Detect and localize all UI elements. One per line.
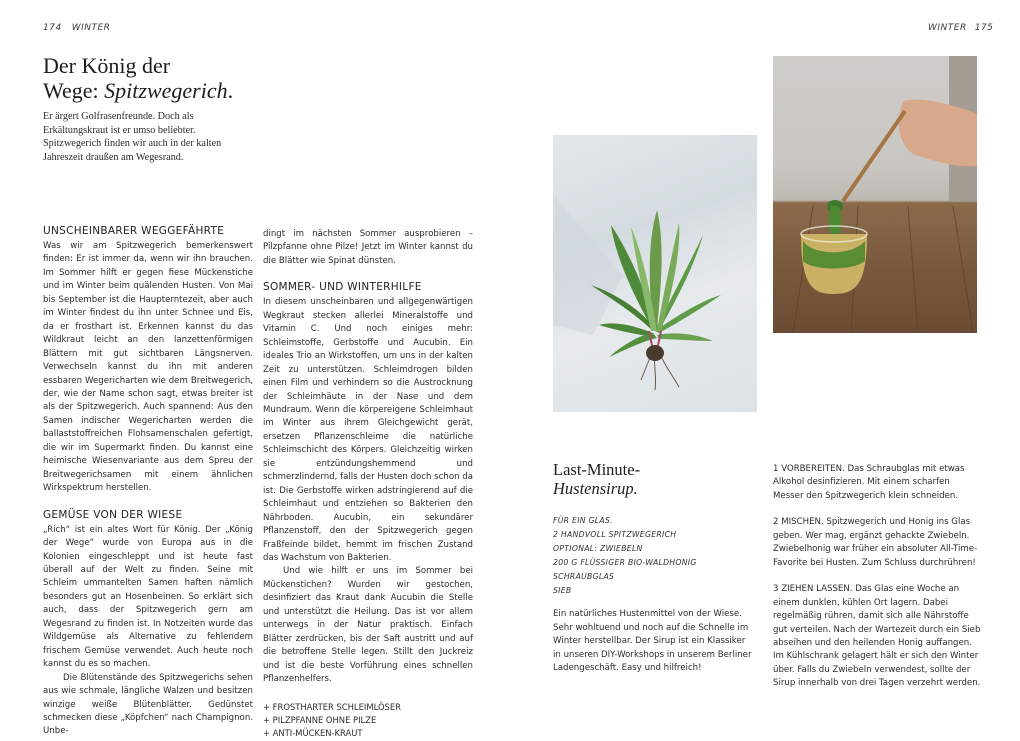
body-paragraph: In diesem unscheinbaren und allgegenwärtigen Wegkraut stecken allerlei Mineralstoffe und Vitamin C. Und noch einiges mehr: Schleimstoffe, Gerbstoffe und Aucubin. Ein ideales Trio an Wirkstoffen, um uns in der kalten Zeit zu unterstützen. Schleimdrogen bilden einen Film und verhindern so die Austrocknung der Schleimhäute in der Nase und dem Mundraum. Wenn die körpereigene Schleimhaut im Winter aus ihrem Gleichgewicht gerät, ersetzen Pflanzenschleime die natürliche Schleimschicht des Körpers. Gleichzeitig wirken sie entzündungshemmend und schmerzlindernd, falls der Husten doch schon da ist. Die Gerbstoffe wirken adstringierend auf die Schleimhaut und entziehen so Bakterien den Nährboden. Aucubin, ein sekundärer Pflanzenstoff, den der Spitzwegerich gegen Fraßfeinde bildet, hemmt im frischen Zustand das Wachstum von Bakterien. <box>263 297 473 563</box>
section-heading: SOMMER- UND WINTERHILFE <box>263 281 422 294</box>
right-page-folio <box>928 23 993 33</box>
ingredient: OPTIONAL: ZWIEBELN <box>553 544 643 554</box>
recipe-title-line-1: Last-Minute- <box>553 460 641 479</box>
section-heading: GEMÜSE VON DER WIESE <box>43 508 183 521</box>
syrup-jar-illustration <box>773 56 977 333</box>
section-label: WINTER <box>71 23 111 33</box>
plantain-plant-illustration <box>553 135 757 412</box>
left-page-folio <box>43 23 120 33</box>
key-points-list <box>263 701 473 741</box>
article-title <box>43 53 233 103</box>
key-point: + PILZPFANNE OHNE PILZE <box>263 714 377 725</box>
key-point: + FROSTHARTER SCHLEIMLÖSER <box>263 701 401 712</box>
recipe-title-line-2: Hustensirup. <box>553 479 638 498</box>
section-heading: UNSCHEINBARER WEGGEFÄHRTE <box>43 225 225 237</box>
body-paragraph: dingt im nächsten Sommer ausprobieren – Pilzpfanne ohne Pilze! Jetzt im Winter kannst du die Blätter wie Spinat dünsten. <box>263 229 473 266</box>
recipe-step: 2 MISCHEN. Spitzwegerich und Honig ins Glas geben. Wer mag, ergänzt gehackte Zwiebeln. Zwiebelhonig war früher ein absoluter All-Time-Favorite bei Husten. Zum Schluss durchrühren! <box>773 517 978 568</box>
text-column-2 <box>263 228 473 741</box>
ingredient: FÜR EIN GLAS. <box>553 516 613 525</box>
title-line-2: Wege: Spitzwegerich. <box>43 78 234 103</box>
recipe-title <box>553 460 640 498</box>
ingredient: SCHRAUBGLAS <box>553 572 615 582</box>
page-number: 175 <box>974 23 994 33</box>
recipe-intro: Ein natürliches Hustenmittel von der Wiese. Sehr wohltuend und noch auf die Schnelle im Winter herstellbar. Der Sirup ist ein Klassiker in unseren DIY-Workshops in unserem Berliner Ladengeschäft. Easy und hilfreich! <box>553 609 752 673</box>
title-line-1: Der König der <box>43 53 171 78</box>
ingredient: 2 HANDVOLL SPITZWEGERICH <box>553 530 677 540</box>
ingredients-list <box>553 514 697 599</box>
recipe-step: 3 ZIEHEN LASSEN. Das Glas eine Woche an einem dunklen, kühlen Ort lagern. Dabei regelmäßig rühren, damit sich alle Nährstoffe gut verteilen. Nach der Wartezeit durch ein Sieb abseihen und den heilenden Honig auffangen. Im Kühlschrank gelagert hält er sich den Winter über. Falls du Zwiebeln verwendest, sollte der Sirup innerhalb von drei Tagen verzehrt werden. <box>773 584 981 689</box>
key-point: + ANTI-MÜCKEN-KRAUT <box>263 728 363 739</box>
ingredient: SIEB <box>553 586 572 596</box>
recipe-step: 1 VORBEREITEN. Das Schraubglas mit etwas Alkohol desinfizieren. Mit einem scharfen Messer den Spitzwegerich klein schneiden. <box>773 464 965 501</box>
recipe-steps <box>773 463 983 704</box>
article-lede: Er ärgert Golfrasenfreunde. Doch als Erkältungskraut ist er umso beliebter. Spitzwegerich finden wir auch in der kalten Jahreszeit draußen am Wegesrand. <box>43 111 222 164</box>
section-label: WINTER <box>928 23 967 33</box>
body-paragraph: Was wir am Spitzwegerich bemerkenswert finden: Er ist immer da, wenn wir ihn brauchen. Im Sommer hilft er gegen fiese Mückenstiche und im Winter beim quälenden Husten. Von Mai bis September ist die Haupterntezeit, aber auch im Winter findest du ihn unter Schnee und Eis, da er frosthart ist. Erkennen kannst du das Wildkraut leicht an den lanzettenförmigen Blättern mit gut sichtbaren Längsnerven. Verwechseln kannst du ihn mit anderen essbaren Wegericharten wie dem Breitwegerich, der, wie der Name schon sagt, etwas breiter ist als der Spitzwegerich. Auch spannend: Aus den Samen indischer Wegericharten werden die ballaststoffreichen Flohsamenschalen gefertigt, die wir im Supermarkt finden. Du kannst eine heimische Wiesenvariante aus dem Spreu der Breitwegerichsamen mit einem ähnlichen Wirkspektrum herstellen. <box>43 241 253 494</box>
body-paragraph: Und wie hilft er uns im Sommer bei Mückenstichen? Wurden wir gestochen, desinfiziert das Kraut dank Aucubin die Stelle und unterstützt die Heilung. Das ist vor allem unterwegs in der Natur praktisch. Einfach Blätter zerdrücken, bis der Saft austritt und auf die betroffene Stelle legen. Stillt den Juckreiz und ist die beste Vorführung eines schnellen Pflanzenhelfers. <box>263 566 473 685</box>
page-number: 174 <box>43 23 62 33</box>
title-plant-name: Spitzwegerich <box>104 78 228 103</box>
body-paragraph: Die Blütenstände des Spitzwegerichs sehen aus wie schmale, längliche Walzen und besitzen winzige weiße Blütenblätter. Gedünstet schmecken diese „Köpfchen“ nach Champignon. Unbe- <box>43 672 253 737</box>
body-paragraph: „Rich“ ist ein altes Wort für König. Der „König der Wege“ wurde von Europa aus in die Kolonien eingeschleppt und ist heute fast überall auf der Welt zu finden. Seine mit Schleim ummantelten Samen haften nämlich besonders gut an Hosenbeinen. So erklärt sich auch, dass der Spitzwegerich gern am Wegesrand zu finden ist. In Notzeiten wurde das Wildgemüse als Alternative zu fehlendem frischem Gemüse verwendet. Auch heute noch kannst du es so machen. <box>43 524 253 670</box>
text-column-1 <box>43 224 253 739</box>
syrup-photo <box>773 56 977 333</box>
plant-photo <box>553 135 757 412</box>
ingredient: 200 G FLÜSSIGER BIO-WALDHONIG <box>553 558 697 568</box>
